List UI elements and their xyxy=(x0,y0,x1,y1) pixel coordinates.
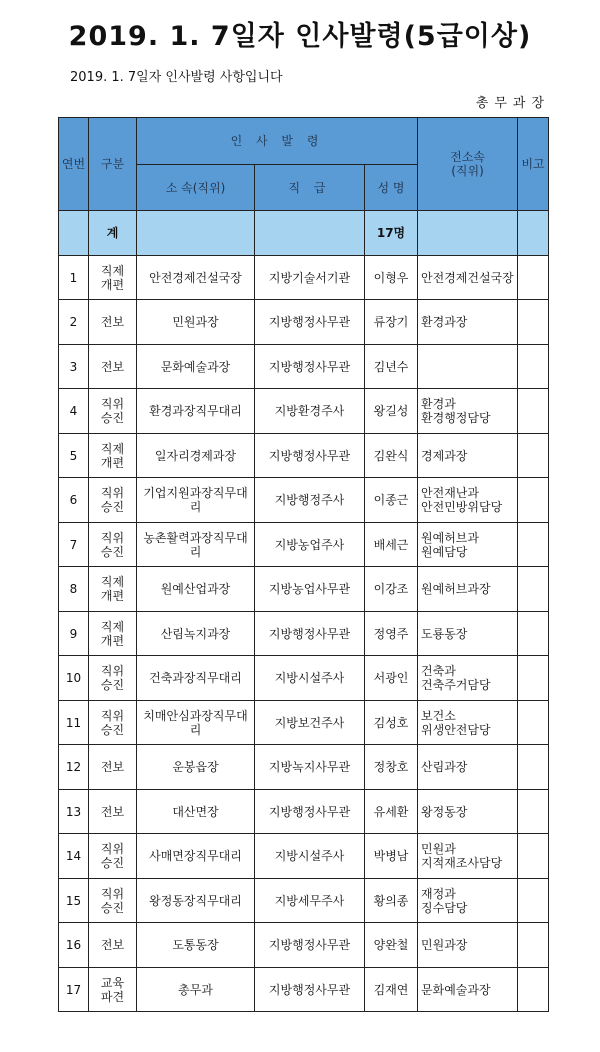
department-label: 총무과장 xyxy=(475,96,550,111)
row-name: 배세근 xyxy=(365,523,418,567)
row-type: 직제 개편 xyxy=(89,256,137,300)
total-note xyxy=(518,211,549,256)
row-grade: 지방시설주사 xyxy=(255,656,365,701)
row-grade: 지방세무주사 xyxy=(255,879,365,923)
row-no: 7 xyxy=(59,523,89,567)
row-affil: 환경과장직무대리 xyxy=(137,389,255,434)
row-affil: 기업지원과장직무대리 xyxy=(137,478,255,523)
row-note xyxy=(518,790,549,834)
total-count: 17명 xyxy=(365,211,418,256)
subtitle: 2019. 1. 7일자 인사발령 사항입니다 xyxy=(70,70,283,85)
row-no: 10 xyxy=(59,656,89,701)
row-no: 11 xyxy=(59,701,89,745)
row-no: 1 xyxy=(59,256,89,300)
header-type: 구분 xyxy=(89,118,137,211)
total-label: 계 xyxy=(89,211,137,256)
row-type: 직위 승진 xyxy=(89,879,137,923)
page-title: 2019. 1. 7일자 인사발령(5급이상) xyxy=(68,21,532,52)
row-no: 8 xyxy=(59,567,89,612)
row-name: 서광인 xyxy=(365,656,418,701)
row-name: 김완식 xyxy=(365,434,418,478)
row-grade: 지방행정사무관 xyxy=(255,923,365,968)
row-no: 13 xyxy=(59,790,89,834)
row-grade: 지방행정사무관 xyxy=(255,345,365,389)
row-grade: 지방농업사무관 xyxy=(255,567,365,612)
row-prev xyxy=(418,345,518,389)
row-grade: 지방농업주사 xyxy=(255,523,365,567)
row-affil: 치매안심과장직무대리 xyxy=(137,701,255,745)
row-type: 직위 승진 xyxy=(89,701,137,745)
table-row xyxy=(59,656,549,701)
row-no: 12 xyxy=(59,745,89,790)
row-affil: 대산면장 xyxy=(137,790,255,834)
row-name: 양완철 xyxy=(365,923,418,968)
row-name: 류장기 xyxy=(365,300,418,345)
row-note xyxy=(518,968,549,1012)
row-note xyxy=(518,745,549,790)
row-note xyxy=(518,612,549,656)
row-type: 전보 xyxy=(89,790,137,834)
row-prev: 왕정동장 xyxy=(418,790,518,834)
row-note xyxy=(518,434,549,478)
row-name: 이형우 xyxy=(365,256,418,300)
row-prev: 경제과장 xyxy=(418,434,518,478)
row-name: 유세환 xyxy=(365,790,418,834)
row-affil: 사매면장직무대리 xyxy=(137,834,255,879)
table-row xyxy=(59,256,549,300)
table-row xyxy=(59,345,549,389)
row-grade: 지방녹지사무관 xyxy=(255,745,365,790)
row-grade: 지방행정주사 xyxy=(255,478,365,523)
row-name: 김재연 xyxy=(365,968,418,1012)
row-prev: 도룡동장 xyxy=(418,612,518,656)
row-note xyxy=(518,345,549,389)
row-note xyxy=(518,389,549,434)
header-affil: 소 속(직위) xyxy=(137,165,255,211)
row-affil: 일자리경제과장 xyxy=(137,434,255,478)
row-prev: 민원과장 xyxy=(418,923,518,968)
header-note: 비고 xyxy=(518,118,549,211)
row-no: 4 xyxy=(59,389,89,434)
row-grade: 지방행정사무관 xyxy=(255,790,365,834)
row-name: 왕길성 xyxy=(365,389,418,434)
row-prev: 민원과 지적재조사담당 xyxy=(418,834,518,879)
row-affil: 도통동장 xyxy=(137,923,255,968)
row-no: 15 xyxy=(59,879,89,923)
header-group: 인 사 발 령 xyxy=(137,118,418,165)
row-prev: 안전재난과 안전민방위담당 xyxy=(418,478,518,523)
row-prev: 보건소 위생안전담당 xyxy=(418,701,518,745)
row-prev: 환경과장 xyxy=(418,300,518,345)
row-affil: 운봉읍장 xyxy=(137,745,255,790)
row-type: 직위 승진 xyxy=(89,523,137,567)
table-row xyxy=(59,879,549,923)
row-prev: 문화예술과장 xyxy=(418,968,518,1012)
row-grade: 지방환경주사 xyxy=(255,389,365,434)
table-row xyxy=(59,923,549,968)
header-name: 성 명 xyxy=(365,165,418,211)
row-type: 교육 파견 xyxy=(89,968,137,1012)
row-affil: 안전경제건설국장 xyxy=(137,256,255,300)
row-affil: 왕정동장직무대리 xyxy=(137,879,255,923)
row-prev: 안전경제건설국장 xyxy=(418,256,518,300)
row-affil: 총무과 xyxy=(137,968,255,1012)
row-type: 전보 xyxy=(89,745,137,790)
row-note xyxy=(518,256,549,300)
row-prev: 환경과 환경행정담당 xyxy=(418,389,518,434)
row-type: 직위 승진 xyxy=(89,834,137,879)
total-grade xyxy=(255,211,365,256)
table-row xyxy=(59,523,549,567)
row-name: 황의종 xyxy=(365,879,418,923)
table-row xyxy=(59,701,549,745)
table-row xyxy=(59,745,549,790)
row-prev: 건축과 건축주거담당 xyxy=(418,656,518,701)
row-no: 14 xyxy=(59,834,89,879)
personnel-table xyxy=(58,117,549,1012)
row-type: 전보 xyxy=(89,345,137,389)
row-no: 16 xyxy=(59,923,89,968)
row-no: 3 xyxy=(59,345,89,389)
row-no: 9 xyxy=(59,612,89,656)
header-no: 연번 xyxy=(59,118,89,211)
row-type: 직위 승진 xyxy=(89,478,137,523)
row-grade: 지방행정사무관 xyxy=(255,612,365,656)
row-note xyxy=(518,701,549,745)
row-name: 김성호 xyxy=(365,701,418,745)
row-type: 직제 개편 xyxy=(89,434,137,478)
table-row xyxy=(59,389,549,434)
table-row xyxy=(59,478,549,523)
row-note xyxy=(518,879,549,923)
total-prev xyxy=(418,211,518,256)
row-no: 2 xyxy=(59,300,89,345)
row-note xyxy=(518,523,549,567)
row-type: 전보 xyxy=(89,923,137,968)
row-affil: 농촌활력과장직무대리 xyxy=(137,523,255,567)
row-name: 박병남 xyxy=(365,834,418,879)
row-grade: 지방시설주사 xyxy=(255,834,365,879)
row-prev: 산림과장 xyxy=(418,745,518,790)
row-no: 5 xyxy=(59,434,89,478)
row-prev: 원예허브과장 xyxy=(418,567,518,612)
row-affil: 원예산업과장 xyxy=(137,567,255,612)
header-grade: 직 급 xyxy=(255,165,365,211)
row-note xyxy=(518,923,549,968)
row-grade: 지방행정사무관 xyxy=(255,968,365,1012)
row-no: 17 xyxy=(59,968,89,1012)
row-note xyxy=(518,300,549,345)
row-note xyxy=(518,478,549,523)
row-name: 정영주 xyxy=(365,612,418,656)
total-no xyxy=(59,211,89,256)
row-name: 정창호 xyxy=(365,745,418,790)
row-grade: 지방행정사무관 xyxy=(255,434,365,478)
row-name: 이강조 xyxy=(365,567,418,612)
table-row xyxy=(59,612,549,656)
row-affil: 민원과장 xyxy=(137,300,255,345)
row-grade: 지방행정사무관 xyxy=(255,300,365,345)
row-type: 직제 개편 xyxy=(89,567,137,612)
table-row xyxy=(59,790,549,834)
row-no: 6 xyxy=(59,478,89,523)
row-type: 전보 xyxy=(89,300,137,345)
table-row xyxy=(59,434,549,478)
row-type: 직위 승진 xyxy=(89,656,137,701)
table-row xyxy=(59,968,549,1012)
table-row xyxy=(59,300,549,345)
row-grade: 지방기술서기관 xyxy=(255,256,365,300)
row-affil: 건축과장직무대리 xyxy=(137,656,255,701)
row-name: 김년수 xyxy=(365,345,418,389)
row-prev: 원예허브과 원예담당 xyxy=(418,523,518,567)
row-prev: 재정과 징수담당 xyxy=(418,879,518,923)
row-note xyxy=(518,567,549,612)
table-row xyxy=(59,567,549,612)
row-note xyxy=(518,834,549,879)
header-prev: 전소속 (직위) xyxy=(418,118,518,211)
row-type: 직제 개편 xyxy=(89,612,137,656)
row-note xyxy=(518,656,549,701)
row-grade: 지방보건주사 xyxy=(255,701,365,745)
total-affil xyxy=(137,211,255,256)
table-row xyxy=(59,834,549,879)
row-type: 직위 승진 xyxy=(89,389,137,434)
row-affil: 산림녹지과장 xyxy=(137,612,255,656)
row-affil: 문화예술과장 xyxy=(137,345,255,389)
row-name: 이종근 xyxy=(365,478,418,523)
